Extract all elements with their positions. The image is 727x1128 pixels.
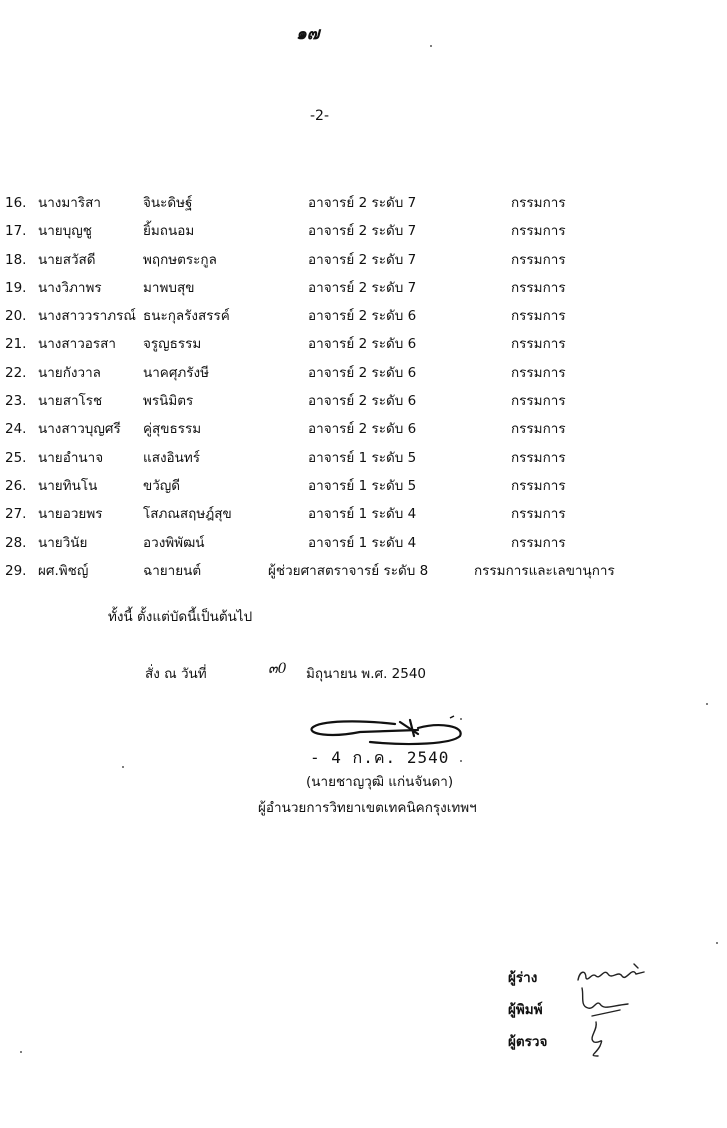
member-first-name: นายอำนาจ <box>38 449 104 466</box>
list-item <box>0 334 727 362</box>
scan-speck <box>460 760 462 762</box>
member-first-name: นายบุญชู <box>38 223 92 240</box>
member-first-name: นายสาโรช <box>38 393 103 410</box>
item-number: 21. <box>5 336 27 353</box>
drafted-by-label: ผู้ร่าง <box>508 970 538 986</box>
member-position: อาจารย์ 1 ระดับ 5 <box>308 449 417 466</box>
member-position: อาจารย์ 2 ระดับ 7 <box>308 223 417 240</box>
drafted-by-initial <box>574 960 664 988</box>
item-number: 27. <box>5 506 27 523</box>
list-item <box>0 533 727 561</box>
order-day: ๓0 <box>268 661 287 677</box>
member-last-name: จรูญธรรม <box>143 336 202 353</box>
member-list <box>0 193 727 589</box>
item-number: 16. <box>5 195 27 211</box>
member-first-name: นายอวยพร <box>38 506 103 523</box>
member-role: กรรมการและเลขานุการ <box>474 562 615 579</box>
member-position: อาจารย์ 2 ระดับ 6 <box>308 393 417 410</box>
member-position: อาจารย์ 2 ระดับ 7 <box>308 251 417 268</box>
list-item <box>0 193 727 221</box>
member-position: อาจารย์ 2 ระดับ 6 <box>308 336 417 353</box>
member-role: กรรมการ <box>511 195 566 211</box>
member-last-name: ขวัญดี <box>143 477 181 494</box>
item-number: 25. <box>5 449 27 466</box>
list-item <box>0 561 727 589</box>
member-last-name: อวงพิพัฒน์ <box>143 534 205 551</box>
item-number: 23. <box>5 393 27 410</box>
order-date-label: สั่ง ณ วันที่ <box>145 666 207 682</box>
member-role: กรรมการ <box>511 421 566 438</box>
member-last-name: ธนะกุลรังสรรค์ <box>143 308 230 325</box>
member-role: กรรมการ <box>511 477 566 494</box>
scan-speck <box>706 703 708 705</box>
member-position: อาจารย์ 2 ระดับ 7 <box>308 195 417 211</box>
member-role: กรรมการ <box>511 251 566 268</box>
item-number: 28. <box>5 534 27 551</box>
page-mark: ๑๗ <box>296 24 320 44</box>
scan-speck <box>460 718 462 720</box>
member-last-name: ฉายายนต์ <box>143 562 202 579</box>
member-last-name: นาคศุภรังษี <box>143 364 210 381</box>
list-item <box>0 419 727 447</box>
member-position: อาจารย์ 2 ระดับ 6 <box>308 308 417 325</box>
member-last-name: มาพบสุข <box>143 279 195 296</box>
member-role: กรรมการ <box>511 223 566 240</box>
member-position: อาจารย์ 1 ระดับ 5 <box>308 477 417 494</box>
item-number: 24. <box>5 421 27 438</box>
item-number: 29. <box>5 562 27 579</box>
member-last-name: ยิ้มถนอม <box>143 223 195 240</box>
typed-by-initial <box>574 986 634 1020</box>
item-number: 26. <box>5 477 27 494</box>
member-first-name: นายวินัย <box>38 534 88 551</box>
member-position: ผู้ช่วยศาสตราจารย์ ระดับ 8 <box>268 562 429 579</box>
member-first-name: นายสวัสดี <box>38 251 96 268</box>
member-last-name: แสงอินทร์ <box>143 449 201 466</box>
list-item <box>0 278 727 306</box>
item-number: 17. <box>5 223 27 240</box>
scan-speck <box>716 942 718 944</box>
member-first-name: ผศ.พิชญ์ <box>38 562 89 579</box>
member-first-name: นางมาริสา <box>38 195 101 211</box>
member-role: กรรมการ <box>511 279 566 296</box>
checked-by-label: ผู้ตรวจ <box>508 1034 548 1050</box>
member-role: กรรมการ <box>511 336 566 353</box>
item-number: 18. <box>5 251 27 268</box>
member-last-name: พฤกษตระกูล <box>143 251 217 268</box>
member-last-name: พรนิมิตร <box>143 393 194 410</box>
list-item <box>0 391 727 419</box>
member-position: อาจารย์ 2 ระดับ 6 <box>308 364 417 381</box>
list-item <box>0 448 727 476</box>
member-first-name: นายกังวาล <box>38 364 101 381</box>
typed-by-label: ผู้พิมพ์ <box>508 1002 543 1018</box>
order-date-line <box>0 662 727 686</box>
signer-title: ผู้อำนวยการวิทยาเขตเทคนิคกรุงเทพฯ <box>258 800 477 816</box>
list-item <box>0 250 727 278</box>
item-number: 22. <box>5 364 27 381</box>
member-role: กรรมการ <box>511 506 566 523</box>
item-number: 19. <box>5 279 27 296</box>
member-first-name: นายทินโน <box>38 477 98 494</box>
member-first-name: นางสาววราภรณ์ <box>38 308 136 325</box>
page-number: -2- <box>310 108 330 124</box>
list-item <box>0 504 727 532</box>
member-last-name: จินะดิษฐ์ <box>143 195 193 211</box>
member-position: อาจารย์ 2 ระดับ 7 <box>308 279 417 296</box>
member-role: กรรมการ <box>511 449 566 466</box>
scan-speck <box>20 1051 22 1053</box>
member-first-name: นางสาวอรสา <box>38 336 116 353</box>
member-position: อาจารย์ 2 ระดับ 6 <box>308 421 417 438</box>
effective-date-text: ทั้งนี้ ตั้งแต่บัดนี้เป็นต้นไป <box>108 609 253 625</box>
scan-speck <box>430 45 432 47</box>
scan-speck <box>122 766 124 768</box>
list-item <box>0 221 727 249</box>
member-last-name: คู่สุขธรรม <box>143 421 202 438</box>
member-first-name: นางสาวบุญศรี <box>38 421 121 438</box>
checked-by-initial <box>578 1020 618 1060</box>
list-item <box>0 476 727 504</box>
signer-name: (นายชาญวุฒิ แก่นจันดา) <box>306 774 454 790</box>
member-position: อาจารย์ 1 ระดับ 4 <box>308 534 417 551</box>
list-item <box>0 306 727 334</box>
list-item <box>0 363 727 391</box>
member-position: อาจารย์ 1 ระดับ 4 <box>308 506 417 523</box>
member-role: กรรมการ <box>511 308 566 325</box>
received-date-stamp: - 4 ก.ค. 2540 <box>310 748 450 767</box>
member-last-name: โสภณสฤษฎ์สุข <box>143 506 232 523</box>
member-role: กรรมการ <box>511 393 566 410</box>
member-role: กรรมการ <box>511 364 566 381</box>
item-number: 20. <box>5 308 27 325</box>
member-role: กรรมการ <box>511 534 566 551</box>
order-month-year: มิถุนายน พ.ศ. 2540 <box>306 666 427 682</box>
member-first-name: นางวิภาพร <box>38 279 102 296</box>
